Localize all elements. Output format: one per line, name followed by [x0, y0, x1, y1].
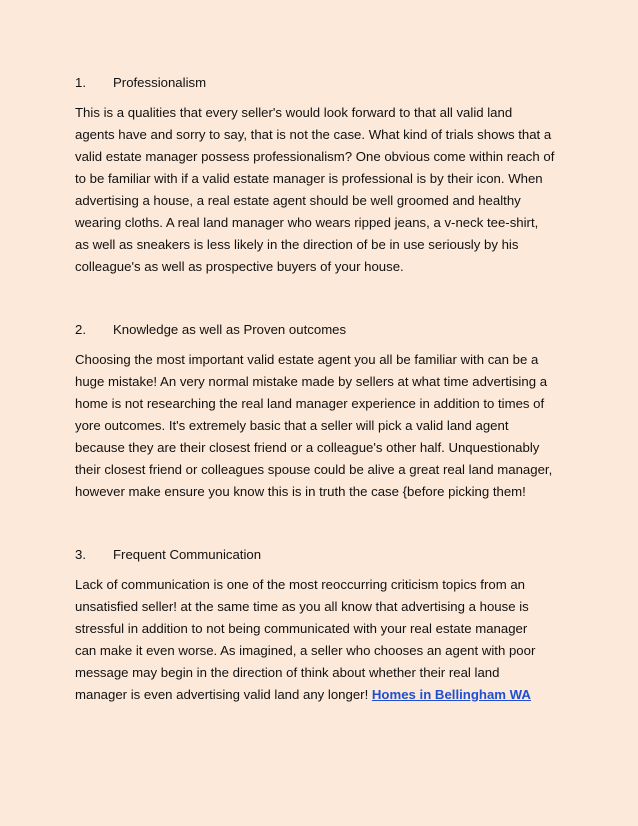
section-number: 1. [75, 75, 86, 90]
homes-in-bellingham-link[interactable]: Homes in Bellingham WA [371, 687, 531, 702]
body-line: home is not researching the real land manager experience in addition to times of [75, 396, 545, 411]
body-line: to be familiar with if a valid estate manager is professional is by their icon. When [75, 171, 543, 186]
section-heading [75, 322, 570, 338]
section-number: 2. [75, 322, 86, 337]
body-line: their closest friend or colleagues spouse could be alive a great real land manager, [75, 462, 553, 477]
body-line: yore outcomes. It's extremely basic that a seller will pick a valid land agent [75, 418, 509, 433]
section-title: Professionalism [113, 75, 207, 90]
body-line: agents have and sorry to say, that is not the case. What kind of trials shows that a [75, 127, 552, 142]
body-line-last [75, 684, 570, 706]
section-communication [75, 547, 570, 706]
body-line-text: manager is even advertising valid land any longer! [75, 687, 372, 702]
section-number: 3. [75, 547, 86, 562]
body-line: This is a qualities that every seller's would look forward to that all valid land [75, 105, 513, 120]
body-line: huge mistake! An very normal mistake made by sellers at what time advertising a [75, 374, 548, 389]
body-line: unsatisfied seller! at the same time as you all know that advertising a house is [75, 599, 529, 614]
section-professionalism [75, 75, 570, 278]
body-line: colleague's as well as prospective buyers of your house. [75, 259, 404, 274]
body-line: Lack of communication is one of the most reoccurring criticism topics from an [75, 577, 526, 592]
body-line: however make ensure you know this is in truth the case {before picking them! [75, 484, 526, 499]
section-body [75, 574, 570, 706]
section-title: Knowledge as well as Proven outcomes [113, 322, 347, 337]
body-line: valid estate manager possess professionalism? One obvious come within reach of [75, 149, 555, 164]
body-line: because they are their closest friend or a colleague's other half. Unquestionably [75, 440, 540, 455]
body-line: stressful in addition to not being communicated with your real estate manager [75, 621, 528, 636]
body-line: wearing cloths. A real land manager who wears ripped jeans, a v-neck tee-shirt, [75, 215, 539, 230]
section-title: Frequent Communication [113, 547, 262, 562]
body-line: Choosing the most important valid estate agent you all be familiar with can be a [75, 352, 539, 367]
body-line: advertising a house, a real estate agent should be well groomed and healthy [75, 193, 521, 208]
section-knowledge [75, 322, 570, 503]
document-page [75, 75, 570, 750]
section-heading [75, 547, 570, 563]
section-body [75, 102, 570, 278]
body-line: can make it even worse. As imagined, a seller who chooses an agent with poor [75, 643, 536, 658]
body-line: message may begin in the direction of think about whether their real land [75, 665, 500, 680]
section-body [75, 349, 570, 503]
section-heading [75, 75, 570, 91]
body-line: as well as sneakers is less likely in the direction of be in use seriously by his [75, 237, 519, 252]
